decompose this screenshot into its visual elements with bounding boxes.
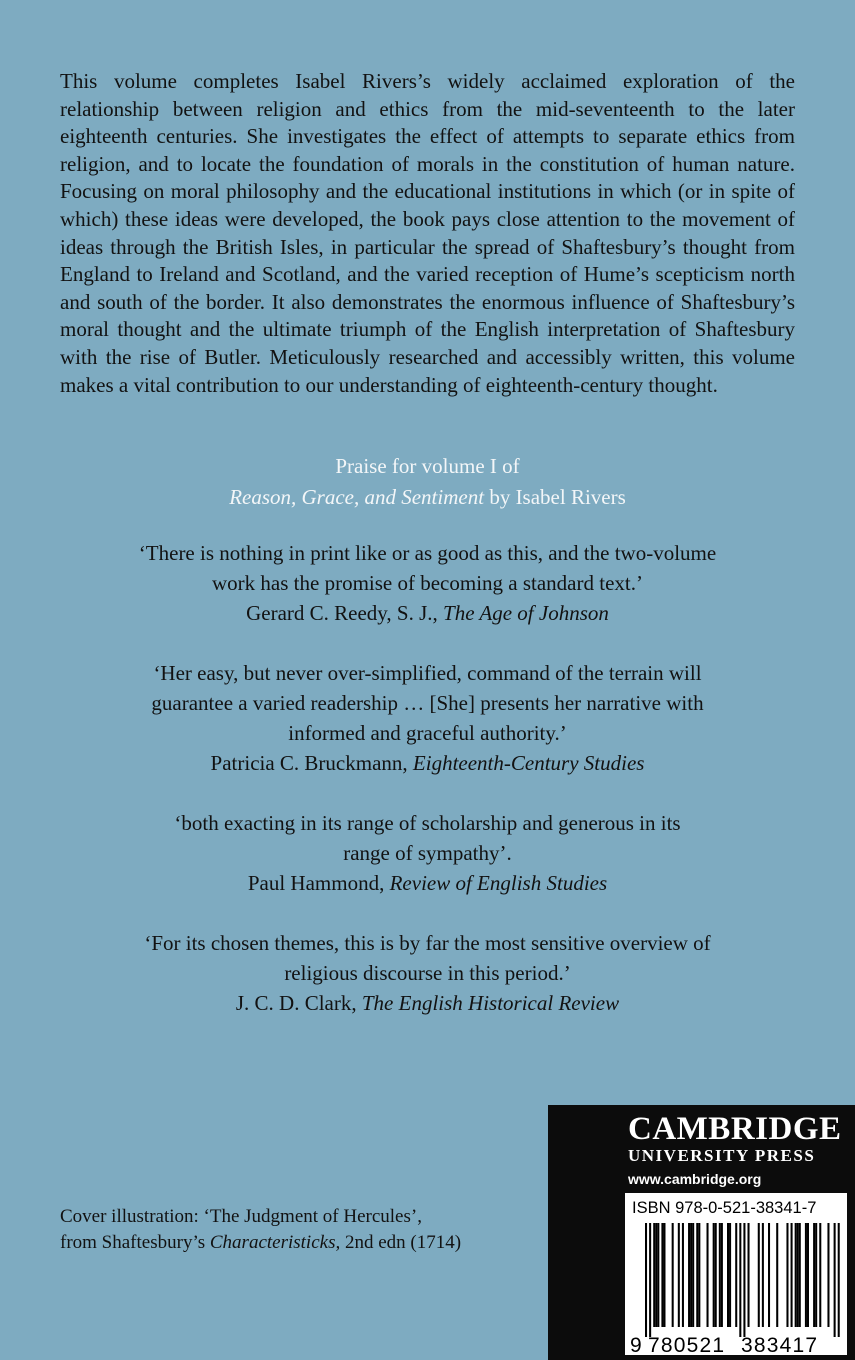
barcode-bar — [813, 1223, 815, 1327]
barcode-bar — [715, 1223, 717, 1327]
barcode-bar — [707, 1223, 709, 1327]
barcode-bar — [834, 1223, 836, 1337]
barcode-bar — [799, 1223, 801, 1327]
barcode-bar — [815, 1223, 817, 1327]
barcode-bar — [682, 1223, 684, 1327]
quote-attribution — [0, 868, 855, 898]
quote-line: guarantee a varied readership … [She] presents her narrative with — [151, 691, 704, 715]
review-quotes — [0, 538, 855, 1048]
quote-line: ‘For its chosen themes, this is by far the most sensitive overview of — [144, 931, 711, 955]
barcode-bar — [743, 1223, 745, 1337]
barcode-bar — [768, 1223, 770, 1327]
quote-source: The English Historical Review — [361, 991, 620, 1015]
barcode-bar — [655, 1223, 657, 1327]
praise-heading-title-line — [0, 482, 855, 513]
quote-line: informed and graceful authority.’ — [288, 721, 567, 745]
isbn-label: ISBN 978-0-521-38341-7 — [632, 1199, 817, 1217]
barcode-bar — [735, 1223, 737, 1327]
quote-line: work has the promise of becoming a standard text.’ — [212, 571, 643, 595]
barcode-bar — [663, 1223, 665, 1327]
review-quote — [0, 538, 855, 628]
barcode-bar — [696, 1223, 698, 1327]
barcode-bar — [791, 1223, 793, 1327]
barcode-bar — [661, 1223, 663, 1327]
barcode-bar — [729, 1223, 731, 1327]
credit-book-title: Characteristicks, — [209, 1232, 341, 1253]
quote-line: religious discourse in this period.’ — [284, 961, 571, 985]
quote-line: ‘There is nothing in print like or as good as this, and the two-volume — [138, 541, 717, 565]
praise-heading — [0, 451, 855, 513]
quote-line: ‘both exacting in its range of scholarship and generous in its — [174, 811, 681, 835]
quote-source: Eighteenth-Century Studies — [412, 751, 645, 775]
barcode-bar — [688, 1223, 690, 1327]
credit-suffix: 2nd edn (1714) — [340, 1232, 462, 1253]
praise-book-title: Reason, Grace, and Sentiment — [229, 485, 485, 509]
barcode-digits-left: 780521 — [648, 1334, 726, 1355]
barcode-bar — [721, 1223, 723, 1327]
barcode-bar — [672, 1223, 674, 1327]
quote-author: Patricia C. Bruckmann, — [210, 751, 413, 775]
barcode-bar — [698, 1223, 700, 1327]
barcode-bar — [807, 1223, 809, 1327]
quote-author: J. C. D. Clark, — [235, 991, 362, 1015]
review-quote — [0, 808, 855, 898]
barcode-bar — [762, 1223, 764, 1327]
quote-attribution — [0, 748, 855, 778]
barcode-bar — [678, 1223, 680, 1327]
quote-author: Paul Hammond, — [247, 871, 390, 895]
publisher-name: CAMBRIDGE — [628, 1111, 842, 1147]
quote-line: ‘Her easy, but never over-simplified, command of the terrain will — [153, 661, 702, 685]
barcode-bar — [727, 1223, 729, 1327]
barcode-bar — [739, 1223, 741, 1337]
barcode-bar — [776, 1223, 778, 1327]
credit-prefix: from Shaftesbury’s — [60, 1232, 210, 1253]
barcode-image — [625, 1193, 847, 1355]
quote-attribution — [0, 988, 855, 1018]
review-quote — [0, 928, 855, 1018]
publisher-url: www.cambridge.org — [628, 1171, 762, 1187]
barcode-bar — [713, 1223, 715, 1327]
barcode-bar — [719, 1223, 721, 1327]
barcode-bar — [748, 1223, 750, 1327]
barcode-bar — [795, 1223, 797, 1327]
barcode-bar — [653, 1223, 655, 1327]
barcode-panel — [625, 1193, 847, 1355]
barcode-bar — [827, 1223, 829, 1327]
barcode-digits-right: 383417 — [741, 1334, 819, 1355]
barcode-bar — [786, 1223, 788, 1327]
barcode-bar — [819, 1223, 821, 1327]
barcode-bar — [797, 1223, 799, 1327]
cover-illustration-credit — [60, 1204, 461, 1256]
blurb-text: This volume completes Isabel Rivers’s widely acclaimed exploration of the relationship between religion and ethics from the mid-seventeenth to the later eighteenth centuries. She investigates the effect of attempts to separate ethics from religion, and to locate the foundation of morals in the constitution of human nature. Focusing on moral philosophy and the educational institutions in which (or in spite of which) these ideas were developed, the book pays close attention to the movement of ideas through the British Isles, in particular the spread of Shaftesbury’s thought from England to Ireland and Scotland, and the varied reception of Hume’s scepticism north and south of the border. It also demonstrates the enormous influence of Shaftesbury’s moral thought and the ultimate triumph of the English interpretation of Shaftesbury with the rise of Butler. Meticulously researched and accessibly written, this volume makes a vital contribution to our understanding of eighteenth-century thought. — [60, 69, 795, 397]
quote-author: Gerard C. Reedy, S. J., — [246, 601, 444, 625]
barcode-bar — [692, 1223, 694, 1327]
barcode-bar — [805, 1223, 807, 1327]
praise-byline: by Isabel Rivers — [484, 485, 626, 509]
credit-line — [60, 1230, 461, 1256]
quote-source: The Age of Johnson — [443, 601, 609, 625]
barcode-bar — [657, 1223, 659, 1327]
publisher-box — [548, 1105, 855, 1360]
praise-heading-line: Praise for volume I of — [335, 454, 520, 478]
barcode-bar — [758, 1223, 760, 1327]
barcode-bar — [690, 1223, 692, 1327]
quote-source: Review of English Studies — [389, 871, 608, 895]
credit-line: Cover illustration: ‘The Judgment of Hercules’, — [60, 1206, 422, 1227]
publisher-press: UNIVERSITY PRESS — [628, 1146, 816, 1165]
barcode-bar — [838, 1223, 840, 1337]
barcode-bar — [649, 1223, 651, 1337]
barcode-digit-first: 9 — [630, 1334, 642, 1355]
barcode-bars — [645, 1223, 840, 1337]
quote-line: range of sympathy’. — [343, 841, 512, 865]
review-quote — [0, 658, 855, 778]
quote-attribution — [0, 598, 855, 628]
barcode-bar — [645, 1223, 647, 1337]
